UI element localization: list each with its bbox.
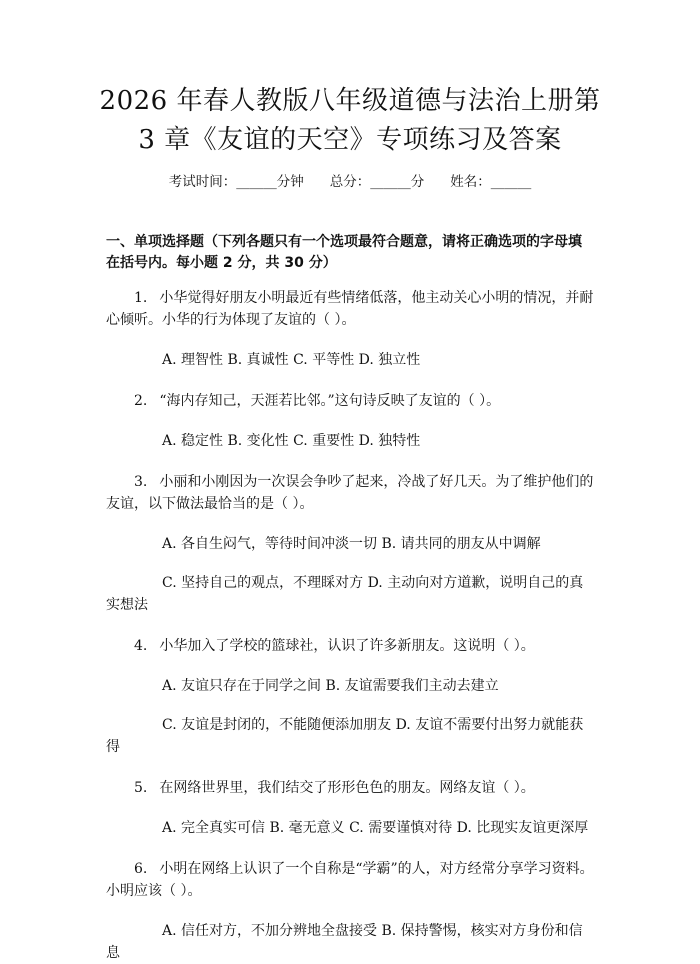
exam-score: 总分：______分 bbox=[329, 174, 425, 190]
question-4-options-cd: C. 友谊是封闭的，不能随便添加朋友 D. 友谊不需要付出努力就能获得 bbox=[106, 717, 584, 755]
question-4-options-ab: A. 友谊只存在于同学之间 B. 友谊需要我们主动去建立 bbox=[162, 678, 499, 694]
question-text: 小华加入了学校的篮球社，认识了许多新朋友。这说明（ ）。 bbox=[159, 638, 535, 654]
question-2-options: A. 稳定性 B. 变化性 C. 重要性 D. 独特性 bbox=[162, 433, 421, 449]
question-1-options: A. 理智性 B. 真诚性 C. 平等性 D. 独立性 bbox=[162, 352, 421, 368]
question-4 bbox=[106, 635, 594, 657]
question-6-options: A. 信任对方，不加分辨地全盘接受 B. 保持警惕，核实对方身份和信息 bbox=[106, 923, 583, 961]
exam-meta bbox=[106, 172, 594, 192]
student-name: 姓名：______ bbox=[450, 174, 532, 190]
document-title: 2026 年春人教版八年级道德与法治上册第 3 章《友谊的天空》专项练习及答案 bbox=[99, 86, 601, 155]
question-number: 6. bbox=[134, 861, 148, 877]
question-1 bbox=[106, 287, 594, 331]
question-text: 在网络世界里，我们结交了形形色色的朋友。网络友谊（ ）。 bbox=[159, 780, 535, 796]
question-text: 小丽和小刚因为一次误会争吵了起来，冷战了好几天。为了维护他们的友谊，以下做法最恰当的是（ ）。 bbox=[106, 474, 594, 512]
question-5-options: A. 完全真实可信 B. 毫无意义 C. 需要谨慎对待 D. 比现实友谊更深厚 bbox=[162, 820, 589, 836]
question-2 bbox=[106, 390, 594, 412]
question-3 bbox=[106, 471, 594, 515]
question-6 bbox=[106, 858, 594, 902]
question-number: 2. bbox=[134, 393, 148, 409]
question-number: 4. bbox=[134, 638, 148, 654]
question-text: “海内存知己，天涯若比邻。”这句诗反映了友谊的（ ）。 bbox=[159, 393, 501, 409]
question-3-options-ab: A. 各自生闷气，等待时间冲淡一切 B. 请共同的朋友从中调解 bbox=[162, 536, 541, 552]
section-heading: 一、单项选择题（下列各题只有一个选项最符合题意，请将正确选项的字母填在括号内。每小题 2 分，共 30 分） bbox=[106, 234, 582, 271]
question-3-options-cd: C. 坚持自己的观点，不理睬对方 D. 主动向对方道歉，说明自己的真实想法 bbox=[106, 575, 584, 613]
question-5 bbox=[106, 777, 594, 799]
question-number: 5. bbox=[134, 780, 148, 796]
question-text: 小明在网络上认识了一个自称是“学霸”的人，对方经常分享学习资料。小明应该（ ）。 bbox=[106, 861, 594, 899]
question-text: 小华觉得好朋友小明最近有些情绪低落，他主动关心小明的情况，并耐心倾听。小华的行为体现了友谊的（ ）。 bbox=[106, 290, 594, 328]
question-number: 1. bbox=[134, 290, 148, 306]
exam-time: 考试时间：______分钟 bbox=[168, 174, 304, 190]
question-number: 3. bbox=[134, 474, 148, 490]
